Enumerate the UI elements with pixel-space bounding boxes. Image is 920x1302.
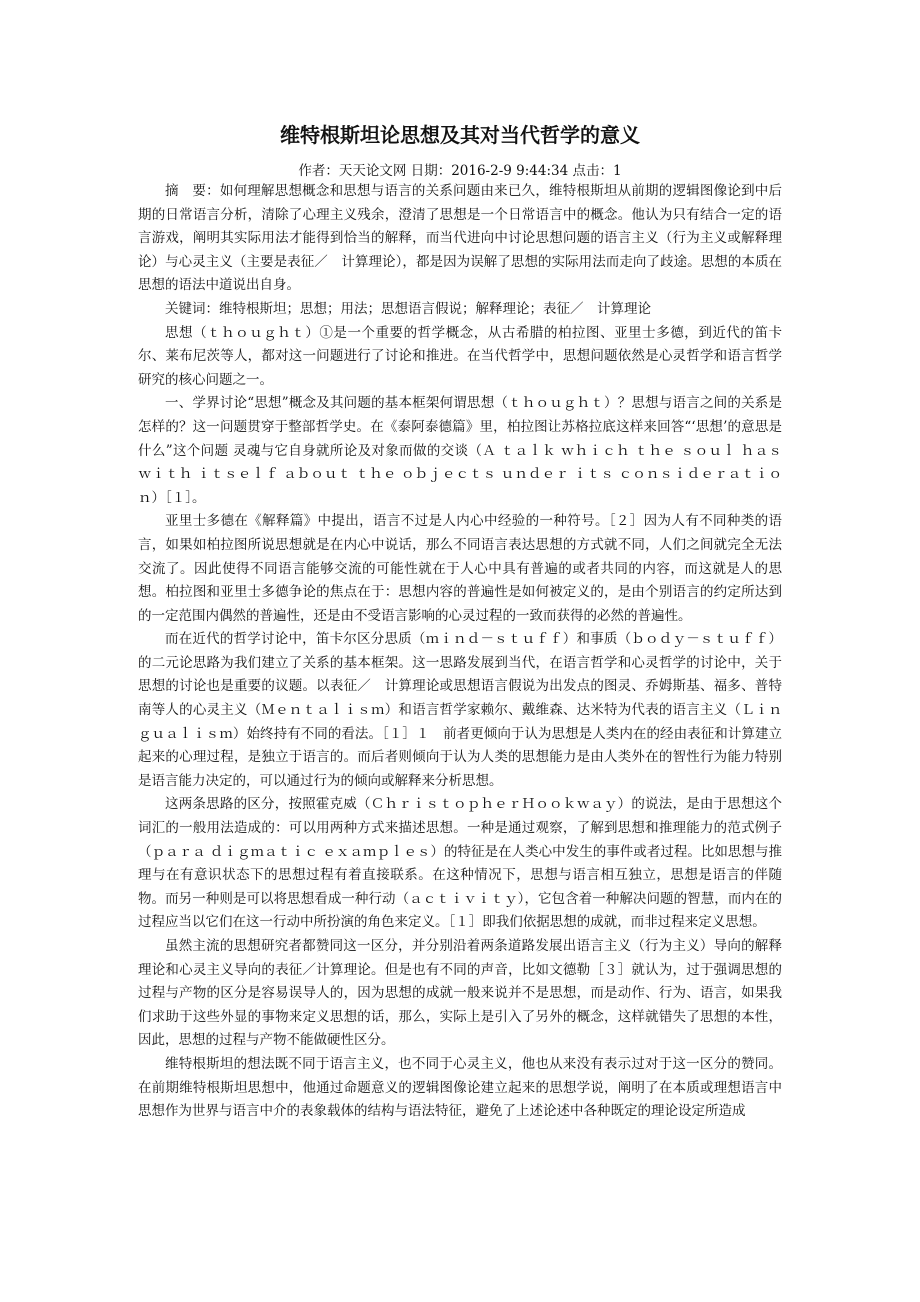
body-paragraph: 维特根斯坦的想法既不同于语言主义，也不同于心灵主义，他也从来没有表示过对于这一区分的赞同。在前期维特根斯坦思想中，他通过命题意义的逻辑图像论建立起来的思想学说，阐明了在本质或理想语言中思想作为世界与语言中介的表象载体的结构与语法特征，避免了上述论述中各种既定的理论设定所造成 [138,1055,782,1120]
article-meta: 作者：天天论文网 日期：2016-2-9 9:44:34 点击：1 [298,163,622,179]
abstract-paragraph: 摘 要：如何理解思想概念和思想与语言的关系问题由来已久，维特根斯坦从前期的逻辑图像论到中后期的日常语言分析，清除了心理主义残余，澄清了思想是一个日常语言中的概念。他认为只有结合一定的语言游戏，阐明其实际用法才能得到恰当的解释，而当代进向中讨论思想问题的语言主义（行为主义或解释理论）与心灵主义（主要是表征／ 计算理论），都是因为误解了思想的实际用法而走向了歧途。思想的本质在思想的语法中道说出自身。 [138,183,782,294]
body-paragraph: 虽然主流的思想研究者都赞同这一区分，并分别沿着两条道路发展出语言主义（行为主义）导向的解释理论和心灵主义导向的表征／计算理论。但是也有不同的声音，比如文德勒［３］就认为，过于强调思想的过程与产物的区分是容易误导人的，因为思想的成就一般来说并不是思想，而是动作、行为、语言，如果我们求助于这些外显的事物来定义思想的话，那么，实际上是引入了另外的概念，这样就错失了思想的本性，因此，思想的过程与产物不能做硬性区分。 [138,938,782,1049]
body-paragraph: 思想（ｔｈｏｕｇｈｔ）①是一个重要的哲学概念，从古希腊的柏拉图、亚里士多德，到近代的笛卡尔、莱布尼茨等人，都对这一问题进行了讨论和推进。在当代哲学中，思想问题依然是心灵哲学和语言哲学研究的核心问题之一。 [138,324,782,388]
body-paragraph: 一、学界讨论“思想”概念及其问题的基本框架何谓思想（ｔｈｏｕｇｈｔ）？思想与语言之间的关系是怎样的？这一问题贯穿于整部哲学史。在《泰阿泰德篇》里，柏拉图让苏格拉底这样来回答“‘思想’的意思是什么”这个问题 灵魂与它自身就所论及对象而做的交谈（Ａ ｔａｌｋ ｗｈｉｃｈ ｔｈｅ ｓｏｕｌ ｈａｓ ｗｉｔｈ ｉｔｓｅｌｆ ａｂｏｕｔ ｔｈｅ ｏｂｊｅｃｔｓ ｕｎｄｅｒ ｉｔｓ ｃｏｎｓｉｄｅｒａｔｉｏｎ）［１］。 [138,395,782,506]
article-title: 维特根斯坦论思想及其对当代哲学的意义 [280,123,640,147]
body-paragraph: 亚里士多德在《解释篇》中提出，语言不过是人内心中经验的一种符号。［２］因为人有不同种类的语言，如果如柏拉图所说思想就是在内心中说话，那么不同语言表达思想的方式就不同，人们之间就完全无法交流了。因此使得不同语言能够交流的可能性就在于人心中具有普遍的或者共同的内容，而这就是人的思想。柏拉图和亚里士多德争论的焦点在于：思想内容的普遍性是如何被定义的，是由个别语言的约定所达到的一定范围内偶然的普遍性，还是由不受语言影响的心灵过程的一致而获得的必然的普遍性。 [138,513,782,624]
keywords-paragraph: 关键词：维特根斯坦；思想；用法；思想语言假说；解释理论；表征／ 计算理论 [165,300,651,317]
article-body [138,180,782,1124]
body-paragraph: 而在近代的哲学讨论中，笛卡尔区分思质（ｍｉｎｄ－ｓｔｕｆｆ）和事质（ｂｏｄｙ－ｓｔｕｆｆ）的二元论思路为我们建立了关系的基本框架。这一思路发展到当代，在语言哲学和心灵哲学的讨论中，关于思想的讨论也是重要的议题。以表征／ 计算理论或思想语言假说为出发点的图灵、乔姆斯基、福多、普特南等人的心灵主义（Ｍｅｎｔａｌｉｓｍ）和语言哲学家赖尔、戴维森、达米特为代表的语言主义（Ｌｉｎｇｕａｌｉｓｍ）始终持有不同的看法。［１］１ 前者更倾向于认为思想是人类内在的经由表征和计算建立起来的心理过程，是独立于语言的。而后者则倾向于认为人类的思想能力是由人类外在的智性行为能力特别是语言能力决定的，可以通过行为的倾向或解释来分析思想。 [138,631,782,789]
body-paragraph: 这两条思路的区分，按照霍克威（ＣｈｒｉｓｔｏｐｈｅｒＨｏｏｋｗａｙ）的说法，是由于思想这个词汇的一般用法造成的：可以用两种方式来描述思想。一种是通过观察，了解到思想和推理能力的范式例子（ｐａｒａ ｄｉｇｍａｔｉｃ ｅｘａｍｐｌｅｓ）的特征是在人类心中发生的事件或者过程。比如思想与推理与在有意识状态下的思想过程有着直接联系。在这种情况下，思想与语言相互独立，思想是语言的伴随物。而另一种则是可以将思想看成一种行动（ａｃｔｉｖｉｔｙ），它包含着一种解决问题的智慧，而内在的过程应当以它们在这一行动中所扮演的角色来定义。［１］即我们依据思想的成就，而非过程来定义思想。 [138,796,782,931]
